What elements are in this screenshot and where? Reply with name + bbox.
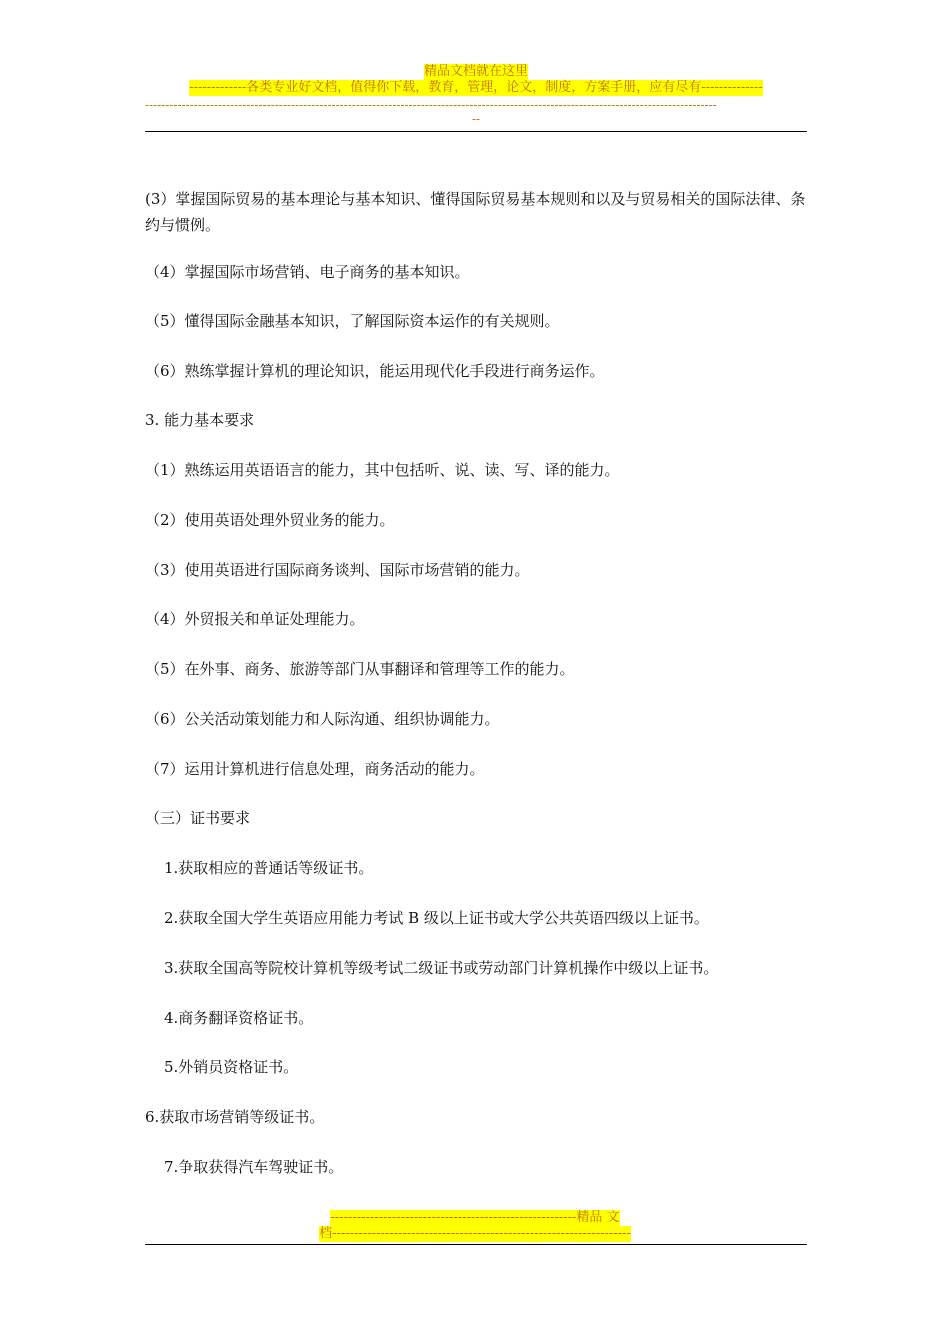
footer-rule	[145, 1244, 807, 1245]
certificate-item-7: 7.争取获得汽车驾驶证书。	[164, 1158, 344, 1176]
header-title: 精品文档就在这里	[423, 64, 528, 79]
ability-item-6: （6）公关活动策划能力和人际沟通、组织协调能力。	[145, 710, 500, 728]
ability-item-3: （3）使用英语进行国际商务谈判、国际市场营销的能力。	[145, 561, 530, 579]
certificate-item-4: 4.商务翻译资格证书。	[164, 1009, 314, 1027]
certificate-item-1: 1.获取相应的普通话等级证书。	[164, 859, 374, 877]
header-dash-tail: --	[471, 112, 481, 126]
footer-line-2: 档--------------------------------------------------------------------	[319, 1226, 631, 1241]
header-dash-line: ---------------------------------------------------------------------------------------------------------------------------------------------	[145, 98, 717, 112]
certificate-item-2: 2.获取全国大学生英语应用能力考试 B 级以上证书或大学公共英语四级以上证书。	[164, 909, 709, 927]
header-subtitle: -------------各类专业好文档，值得你下载，教育，管理，论文，制度，方案手册，应有尽有--------------	[189, 80, 763, 95]
certificate-item-5: 5.外销员资格证书。	[164, 1058, 299, 1076]
certificate-item-3: 3.获取全国高等院校计算机等级考试二级证书或劳动部门计算机操作中级以上证书。	[164, 959, 719, 977]
paragraph-6: （6）熟练掌握计算机的理论知识，能运用现代化手段进行商务运作。	[145, 362, 605, 380]
page-footer	[300, 1210, 650, 1242]
paragraph-3: (3）掌握国际贸易的基本理论与基本知识、懂得国际贸易基本规则和以及与贸易相关的国际法律、条约与惯例。	[145, 190, 806, 234]
ability-item-5: （5）在外事、商务、旅游等部门从事翻译和管理等工作的能力。	[145, 660, 575, 678]
ability-item-7: （7）运用计算机进行信息处理，商务活动的能力。	[145, 760, 485, 778]
header-rule	[145, 131, 807, 132]
certificate-item-6: 6.获取市场营销等级证书。	[145, 1108, 325, 1126]
section-heading-ability: 3. 能力基本要求	[145, 411, 255, 429]
page-header	[145, 64, 807, 126]
paragraph-5: （5）懂得国际金融基本知识，了解国际资本运作的有关规则。	[145, 312, 560, 330]
ability-item-1: （1）熟练运用英语语言的能力，其中包括听、说、读、写、译的能力。	[145, 461, 620, 479]
ability-item-4: （4）外贸报关和单证处理能力。	[145, 610, 365, 628]
paragraph-4: （4）掌握国际市场营销、电子商务的基本知识。	[145, 263, 470, 281]
footer-line-1: --------------------------------------------------------精品 文	[330, 1210, 620, 1225]
ability-item-2: （2）使用英语处理外贸业务的能力。	[145, 511, 395, 529]
certificate-heading: （三）证书要求	[145, 809, 251, 827]
